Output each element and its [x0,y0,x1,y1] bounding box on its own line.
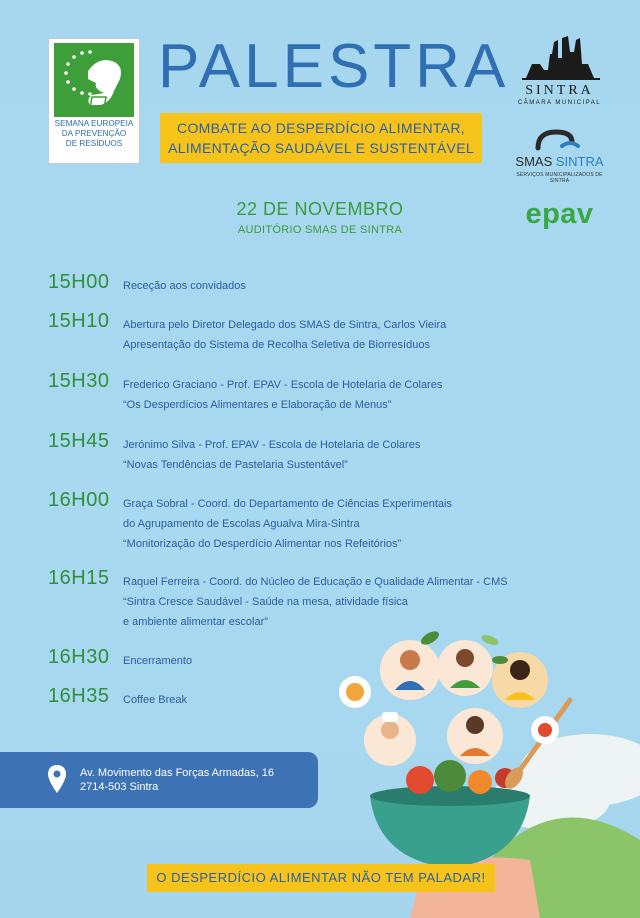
schedule-description [123,276,246,296]
subtitle-banner [160,113,482,163]
schedule-line: do Agrupamento de Escolas Agualva Mira-Sintra [123,518,360,530]
schedule-time: 16H00 [48,489,110,511]
ewwr-text-line: SEMANA EUROPEIA [54,119,134,128]
schedule-time: 15H30 [48,370,110,392]
ewwr-text [51,119,137,149]
schedule-line: Raquel Ferreira - Coord. do Núcleo de Educação e Qualidade Alimentar - CMS [123,576,508,588]
location-pin-icon [48,765,66,793]
smas-name-a: SMAS [515,154,553,169]
schedule-description [123,494,452,554]
schedule-line: “Novas Tendências de Pastelaria Sustentável” [123,459,348,471]
event-date: 22 DE NOVEMBRO [236,199,404,219]
ewwr-text-line: DE RESÍDUOS [65,139,123,148]
schedule-line: Frederico Graciano - Prof. EPAV - Escola de Hotelaria de Colares [123,379,443,391]
subtitle-line: ALIMENTAÇÃO SAUDÁVEL E SUSTENTÁVEL [168,140,474,156]
schedule-description [123,435,420,475]
address-street: Av. Movimento das Forças Armadas, 16 [80,767,275,779]
smas-logo [512,128,607,188]
schedule-line: Jerónimo Silva - Prof. EPAV - Escola de Hotelaria de Colares [123,439,421,451]
schedule-line: Receção aos convidados [123,280,246,292]
schedule-line: “Monitorização do Desperdício Alimentar nos Refeitórios” [123,538,402,550]
smas-subtitle: SERVIÇOS MUNICIPALIZADOS DE SINTRA [516,172,603,184]
smas-swirl-icon [512,128,607,152]
sintra-name: SINTRA [525,83,594,98]
smas-name [512,154,607,169]
schedule-description [123,375,442,415]
sintra-palace-icon [512,34,607,82]
sintra-subtitle: CÂMARA MUNICIPAL [517,100,602,106]
ewwr-text-line: DA PREVENÇÃO [61,129,127,138]
page-title: PALESTRA [158,32,510,101]
schedule-line: Apresentação do Sistema de Recolha Seletiva de Biorresíduos [123,339,430,351]
epav-logo: epav [525,198,594,230]
schedule-time: 16H30 [48,646,110,668]
event-venue: AUDITÓRIO SMAS DE SINTRA [237,224,403,236]
schedule-line: Encerramento [123,655,193,667]
smas-name-b: SINTRA [555,154,604,169]
schedule-line: “Os Desperdícios Alimentares e Elaboração de Menus” [123,399,392,411]
ewwr-emblem [54,43,134,117]
schedule-line: “Sintra Cresce Saudável - Saúde na mesa, atividade física [123,596,408,608]
schedule-time: 15H00 [48,271,110,293]
address-postal: 2714-503 Sintra [80,781,159,793]
schedule-time: 16H15 [48,567,110,589]
schedule-line: e ambiente alimentar escolar” [123,616,268,628]
schedule-line: Coffee Break [123,694,188,706]
schedule-line: Graça Sobral - Coord. do Departamento de Ciências Experimentais [123,498,452,510]
address-panel [0,752,318,808]
schedule-time: 15H45 [48,430,110,452]
sintra-logo [512,34,607,106]
schedule-time: 15H10 [48,310,110,332]
schedule-description [123,690,187,710]
schedule-description [123,315,446,355]
schedule-time: 16H35 [48,685,110,707]
subtitle-line: COMBATE AO DESPERDÍCIO ALIMENTAR, [177,120,465,136]
footer-slogan: O DESPERDÍCIO ALIMENTAR NÃO TEM PALADAR! [147,864,495,892]
schedule-line: Abertura pelo Diretor Delegado dos SMAS de Sintra, Carlos Vieira [123,319,447,331]
ewwr-logo [48,38,140,164]
schedule-description [123,651,192,671]
